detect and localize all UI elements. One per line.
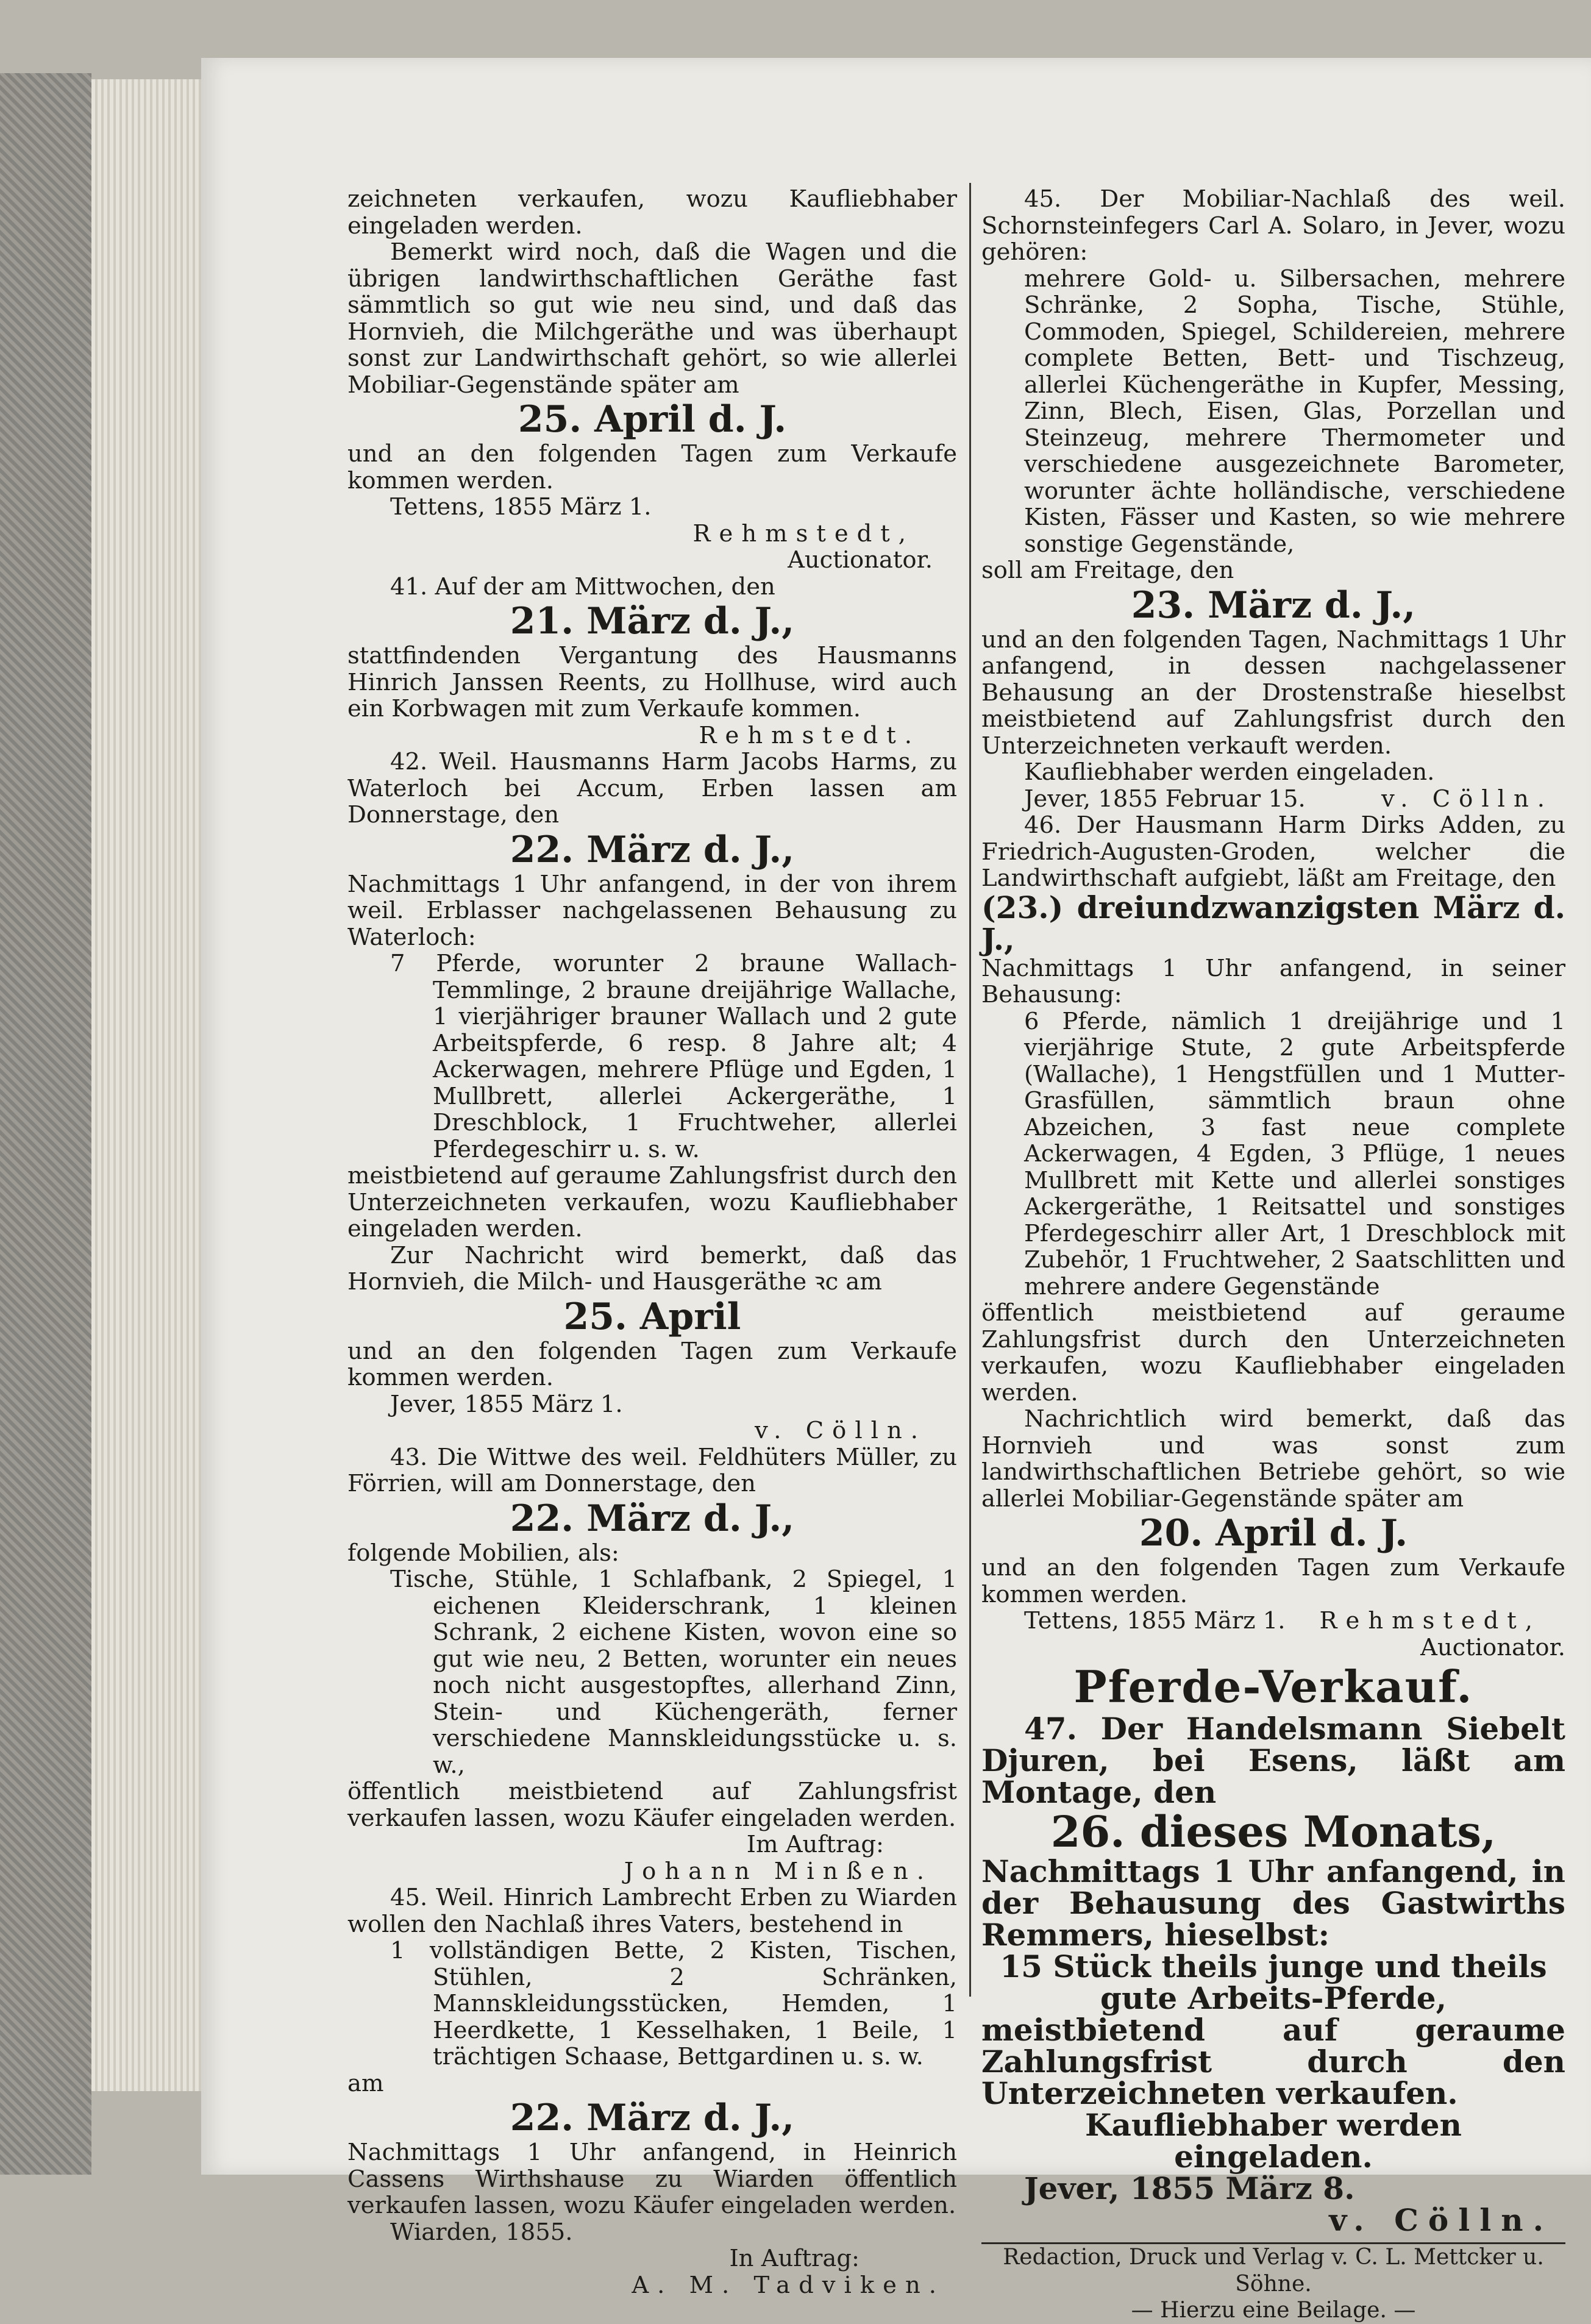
notice-40-end: zeichneten verkaufen, wozu Kaufliebhaber eingeladen werden.: [347, 185, 957, 240]
notice-47-tail: Nachmittags 1 Uhr anfangend, in der Behausung des Gastwirths Remmers, hieselbst:: [981, 1853, 1565, 1953]
notice-47-place: Jever, 1855 März 8.: [1024, 2170, 1355, 2206]
notice-46-date2: 20. April d. J.: [1139, 1512, 1408, 1555]
notice-46-tail: Nachmittags 1 Uhr anfangend, in seiner Behausung:: [981, 954, 1565, 1008]
imprint: Redaction, Druck und Verlag v. C. L. Mettcker u. Söhne.: [1003, 2245, 1544, 2297]
notice-42-tail: Nachmittags 1 Uhr anfangend, in der von ihrem weil. Erblasser nachgelassenen Behausung zu Waterloch:: [347, 870, 957, 951]
notice-47-list: 15 Stück theils junge und theils gute Arbeits-Pferde,: [1000, 1948, 1547, 2016]
notice-45-left-place: Wiarden, 1855.: [390, 2218, 573, 2246]
notice-43-tail2: öffentlich meistbietend auf Zahlungsfrist verkaufen lassen, wozu Käufer eingeladen werden.: [347, 1778, 957, 1832]
notice-45-right-list: mehrere Gold- u. Silbersachen, mehrere Schränke, 2 Sopha, Tische, Stühle, Commoden, Spiegel, Schildereien, mehrere complete Betten, Bett- und Tischzeug, allerlei Küchengeräthe in Kupfer, Messing, Zinn, Blech, Eisen, Glas, Porzellan und Steinzeug, mehrere Thermometer und verschiedene ausgezeichnete Barometer, worunter ächte holländische, verschiedene Kisten, Fässer und Kasten, so wie mehrere sonstige Gegenstände,: [1024, 265, 1565, 558]
notice-45-left: 45. Weil. Hinrich Lambrecht Erben zu Wiarden wollen den Nachlaß ihres Vaters, bestehend in: [347, 1884, 957, 1938]
notice-46-place: Tettens, 1855 März 1.: [1024, 1607, 1286, 1634]
notice-46-tail2: öffentlich meistbietend auf geraume Zahlungsfrist durch den Unterzeichneten verkaufen, wozu Kaufliebhaber eingeladen werden.: [981, 1299, 1565, 1406]
right-column: [981, 186, 1565, 2324]
notice-42-note: Zur Nachricht wird bemerkt, daß das Hornvieh, die Milch- und Hausgeräthe ꝛc am: [347, 1241, 957, 1296]
notice-40-remark: Bemerkt wird noch, daß die Wagen und die übrigen landwirthschaftlichen Geräthe fast sämmtlich so gut wie neu sind, und daß das Hornvieh, die Milchgeräthe und was überhaupt sonst zur Landwirthschaft gehört, so wie allerlei Mobiliar-Gegenstände später am: [347, 238, 957, 399]
notice-42-tail3: und an den folgenden Tagen zum Verkaufe kommen werden.: [347, 1337, 957, 1391]
notice-40-place: Tettens, 1855 März 1.: [390, 493, 652, 521]
notice-45-left-list: 1 vollständigen Bette, 2 Kisten, Tischen, Stühlen, 2 Schränken, Mannskleidungsstücken, Hemden, 1 Heerdkette, 1 Kesselhaken, 1 Beile, 1 trächtigen Schaase, Bettgardinen u. s. w.: [390, 1937, 957, 2070]
notice-45-left-am: am: [347, 2069, 384, 2097]
headline-pferde-verkauf: Pferde-Verkauf.: [1073, 1661, 1473, 1713]
notice-40-date: 25. April d. J.: [518, 398, 787, 441]
notice-45-right-note: Kaufliebhaber werden eingeladen.: [1024, 758, 1435, 786]
notice-45-left-tail: Nachmittags 1 Uhr anfangend, in Heinrich Cassens Wirthshause zu Wiarden öffentlich verkaufen lassen, wozu Käufer eingeladen werden.: [347, 2139, 957, 2219]
notice-46-note: Nachrichtlich wird bemerkt, daß das Hornvieh und was sonst zum landwirthschaftlichen Betriebe gehört, so wie allerlei Mobiliar-Gegenstände später am: [981, 1405, 1565, 1513]
column-rule: [969, 183, 971, 1997]
notice-42-signature: v. Cölln.: [755, 1417, 927, 1444]
notice-46-signature: Rehmstedt,: [1319, 1607, 1541, 1634]
book-binding: [0, 73, 91, 2175]
notice-46: 46. Der Hausmann Harm Dirks Adden, zu Friedrich-Augusten-Groden, welcher die Landwirthschaft aufgiebt, läßt am Freitage, den: [981, 811, 1565, 892]
notice-46-title: Auctionator.: [1420, 1633, 1565, 1661]
notice-40-signature: Rehmstedt,: [692, 519, 914, 547]
notice-45-right: 45. Der Mobiliar-Nachlaß des weil. Schornsteinfegers Carl A. Solaro, in Jever, wozu gehören:: [981, 185, 1565, 266]
notice-45-left-date: 22. März d. J.,: [510, 2097, 795, 2139]
notice-45-left-signature: A. M. Tadviken.: [632, 2271, 945, 2299]
notice-46-date: (23.) dreiundzwanzigsten März d. J.,: [981, 889, 1565, 957]
notice-45-left-auftrag: In Auftrag:: [729, 2245, 860, 2272]
notice-42-date: 22. März d. J.,: [510, 828, 795, 871]
notice-42-tail2: meistbietend auf geraume Zahlungsfrist durch den Unterzeichneten verkaufen, wozu Kaufliebhaber eingeladen werden.: [347, 1162, 957, 1242]
notice-42-list: 7 Pferde, worunter 2 braune Wallach-Temmlinge, 2 braune dreijährige Wallache, 1 vierjähriger brauner Wallach und 2 gute Arbeitspferde, 6 resp. 8 Jahre alt; 4 Ackerwagen, mehrere Pflüge und Egden, 1 Mullbrett, allerlei Ackergeräthe, 1 Dreschblock, 1 Fruchtweher, allerlei Pferdegeschirr u. s. w.: [390, 950, 957, 1163]
supplement-note: — Hierzu eine Beilage. —: [1131, 2298, 1416, 2323]
notice-43-tail: folgende Mobilien, als:: [347, 1539, 619, 1567]
notice-46-list: 6 Pferde, nämlich 1 dreijährige und 1 vierjährige Stute, 2 gute Arbeitspferde (Wallache), 1 Hengstfüllen und 1 Mutter-Grasfüllen, sämmtlich braun ohne Abzeichen, 3 fast neue complete Ackerwagen, 4 Egden, 3 Pflüge, 1 neues Mullbrett mit Kette und allerlei sonstiges Ackergeräthe, 1 Reitsattel und sonstiges Pferdegeschirr aller Art, 1 Dreschblock mit Zubehör, 1 Fruchtweher, 2 Saatschlitten und mehrere andere Gegenstände: [1024, 1007, 1565, 1300]
notice-41-date: 21. März d. J.,: [510, 600, 795, 643]
notice-41: 41. Auf der am Mittwochen, den: [390, 572, 775, 601]
notice-47-signature: v. Cölln.: [1329, 2202, 1553, 2238]
notice-45-right-tail2: und an den folgenden Tagen, Nachmittags 1 Uhr anfangend, in dessen nachgelassener Behausung an der Drostenstraße hieselbst meistbietend auf Zahlungsfrist durch den Unterzeichneten verkauft werden.: [981, 626, 1565, 760]
notice-41-signature: Rehmstedt.: [699, 721, 920, 749]
notice-40-tail: und an den folgenden Tagen zum Verkaufe kommen werden.: [347, 440, 957, 494]
notice-43: 43. Die Wittwe des weil. Feldhüters Müller, zu Förrien, will am Donnerstage, den: [347, 1443, 957, 1497]
notice-45-right-signature: v. Cölln.: [1381, 785, 1553, 813]
notice-46-tail3: und an den folgenden Tagen zum Verkaufe kommen werden.: [981, 1554, 1565, 1608]
notice-43-auftrag: Im Auftrag:: [746, 1831, 884, 1858]
notice-47-tail2: meistbietend auf geraume Zahlungsfrist durch den Unterzeichneten verkaufen.: [981, 2012, 1565, 2111]
notice-40-title: Auctionator.: [788, 546, 933, 574]
notice-45-right-place: Jever, 1855 Februar 15.: [1024, 785, 1306, 813]
notice-45-right-date: 23. März d. J.,: [1131, 583, 1416, 627]
notice-47-note: Kaufliebhaber werden eingeladen.: [1085, 2107, 1462, 2175]
notice-42-date2: 25. April: [563, 1295, 741, 1338]
notice-43-signature: Johann Minßen.: [624, 1857, 933, 1885]
notice-43-date: 22. März d. J.,: [510, 1497, 795, 1540]
notice-43-list: Tische, Stühle, 1 Schlafbank, 2 Spiegel, 1 eichenen Kleiderschrank, 1 kleinen Schrank, 2 eichene Kisten, wovon eine so gut wie neu, 2 Betten, worunter ein neues noch nicht ausgestopftes, allerhand Zinn, Stein- und Küchengeräth, ferner verschiedene Mannskleidungsstücke u. s. w.,: [390, 1566, 957, 1779]
notice-47: 47. Der Handelsmann Siebelt Djuren, bei Esens, läßt am Montage, den: [981, 1711, 1565, 1810]
notice-42: 42. Weil. Hausmanns Harm Jacobs Harms, zu Waterloch bei Accum, Erben lassen am Donnerstage, den: [347, 748, 957, 829]
notice-42-place: Jever, 1855 März 1.: [390, 1390, 623, 1418]
notice-45-right-tail: soll am Freitage, den: [981, 557, 1234, 584]
left-column: [347, 186, 957, 2298]
notice-47-date: 26. dieses Monats,: [1050, 1806, 1497, 1857]
notice-41-tail: stattfindenden Vergantung des Hausmanns Hinrich Janssen Reents, zu Hollhuse, wird auch ein Korbwagen mit zum Verkaufe kommen.: [347, 642, 957, 722]
